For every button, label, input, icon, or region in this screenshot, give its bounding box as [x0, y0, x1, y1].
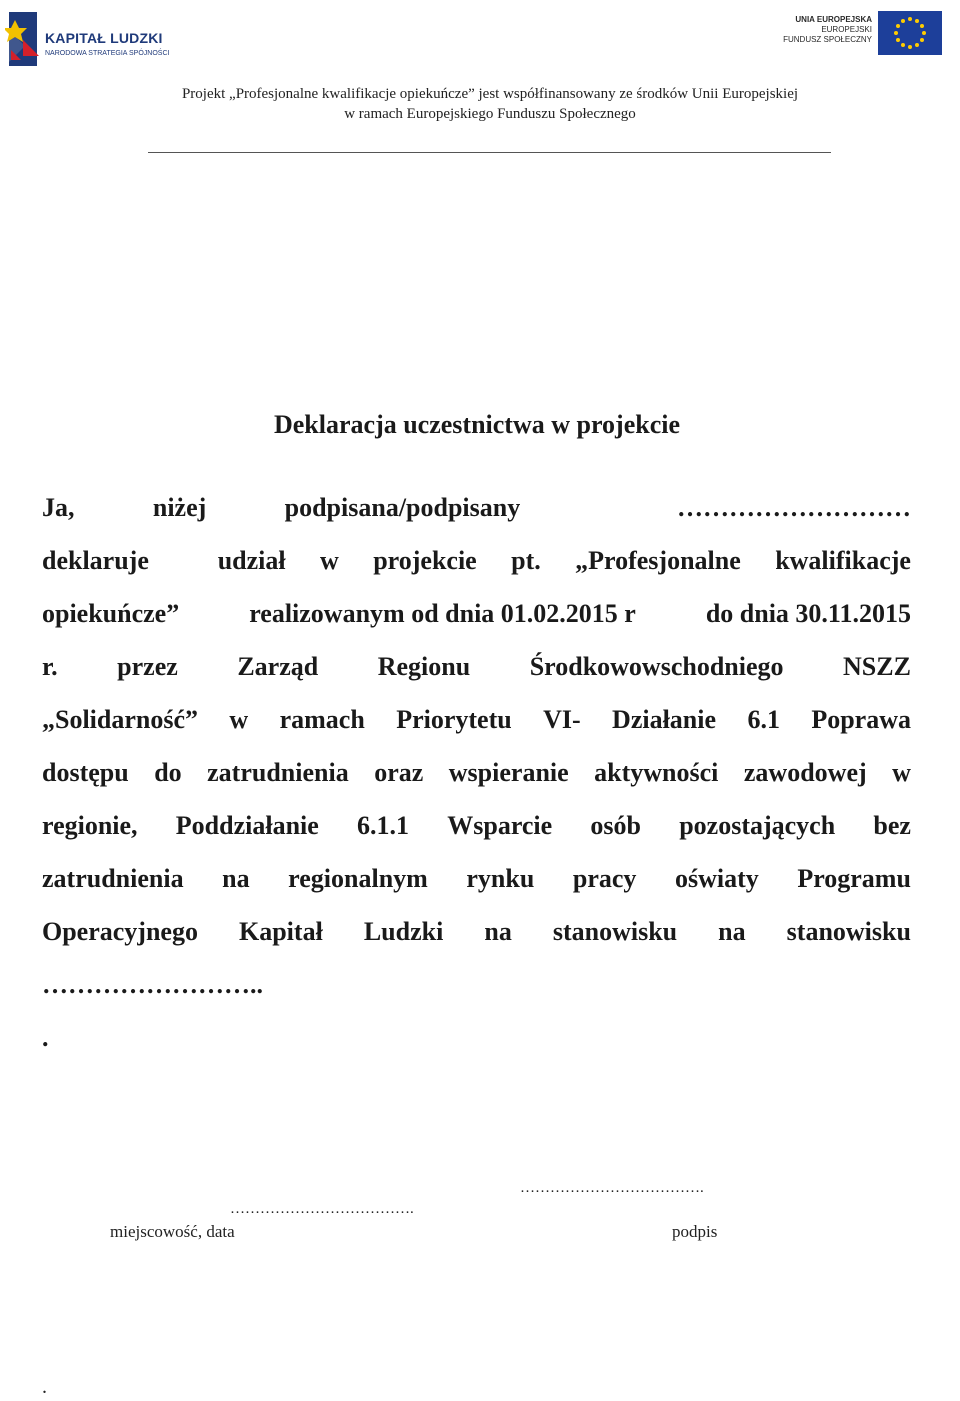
- body-word: na: [718, 917, 746, 946]
- project-header-line2: w ramach Europejskiego Funduszu Społecznego: [344, 106, 636, 122]
- project-header-line1: Projekt „Profesjonalne kwalifikacje opiekuńcze” jest współfinansowany ze środków Unii Europejskiej: [181, 86, 799, 102]
- body-word: udział: [217, 546, 286, 575]
- body-line-6: [42, 756, 911, 790]
- body-word: projekcie: [373, 546, 477, 575]
- body-word: zatrudnienia: [42, 864, 184, 893]
- body-line-3: [42, 597, 911, 631]
- kapital-ludzki-emblem-icon: [5, 10, 41, 68]
- body-word: Poddziałanie: [175, 811, 319, 840]
- body-line-1: [42, 491, 911, 525]
- body-word: ramach: [279, 705, 365, 734]
- body-word: stanowisku: [552, 917, 678, 946]
- body-word: zawodowej: [743, 758, 867, 787]
- signature-label: podpis: [672, 1222, 718, 1241]
- body-word: na: [222, 864, 250, 893]
- body-word: przez: [117, 652, 178, 681]
- body-word: wspieranie: [448, 758, 569, 787]
- body-word: pracy: [572, 864, 637, 893]
- body-line-5: [42, 703, 911, 737]
- body-word: dostępu: [42, 758, 129, 787]
- footer-dot: .: [42, 1376, 47, 1398]
- eu-flag-icon: [878, 11, 942, 55]
- header-divider: [148, 152, 831, 153]
- place-date-label: miejscowość, data: [110, 1222, 235, 1241]
- body-word: aktywności: [594, 758, 719, 787]
- body-word: na: [484, 917, 512, 946]
- body-word: do: [154, 758, 182, 787]
- kapital-ludzki-title: KAPITAŁ LUDZKI: [45, 30, 163, 46]
- body-word: w: [892, 758, 911, 787]
- body-word: Działanie: [612, 705, 717, 734]
- body-word: w: [229, 705, 249, 734]
- body-word: oświaty: [674, 864, 759, 893]
- body-word: realizowanym od dnia 01.02.2015 r: [249, 599, 636, 628]
- body-word: regionalnym: [288, 864, 428, 893]
- body-word: Poprawa: [811, 705, 911, 734]
- body-word: Ludzki: [363, 917, 444, 946]
- body-line-2: [42, 544, 911, 578]
- body-word: Operacyjnego: [42, 917, 198, 946]
- body-word: niżej: [152, 493, 207, 522]
- signature-dots: ……………………………….: [520, 1180, 704, 1196]
- body-word: r.: [42, 652, 58, 681]
- body-word: bez: [873, 811, 911, 840]
- body-line-4: [42, 650, 911, 684]
- body-word: oraz: [374, 758, 424, 787]
- eu-logo: [780, 10, 945, 58]
- body-word: Priorytetu: [396, 705, 512, 734]
- place-date-dots: ……………………………….: [230, 1201, 414, 1217]
- body-word: do dnia 30.11.2015: [705, 599, 911, 628]
- project-header: [140, 84, 840, 124]
- body-line-7: [42, 809, 911, 843]
- body-word: stanowisku: [786, 917, 911, 946]
- body-word: Kapitał: [239, 917, 323, 946]
- body-word: „Solidarność”: [42, 705, 199, 734]
- body-word: w: [320, 546, 339, 575]
- document-title: Deklaracja uczestnictwa w projekcie: [273, 410, 681, 439]
- kapital-ludzki-subtitle: NARODOWA STRATEGIA SPÓJNOŚCI: [45, 50, 170, 57]
- kapital-ludzki-logo: [5, 10, 170, 68]
- eu-logo-line1: UNIA EUROPEJSKA: [795, 15, 872, 24]
- body-word: rynku: [466, 864, 535, 893]
- body-line-9: [42, 915, 911, 949]
- body-word: NSZZ: [843, 652, 911, 681]
- body-word: 6.1.1: [357, 811, 410, 840]
- eu-logo-text: [780, 15, 872, 45]
- body-word: podpisana/podpisany: [284, 493, 521, 522]
- body-word: opiekuńcze”: [42, 599, 180, 628]
- body-word: VI-: [543, 705, 581, 734]
- eu-logo-line3: FUNDUSZ SPOŁECZNY: [783, 35, 872, 44]
- body-word: regionie,: [42, 811, 138, 840]
- body-word: osób: [590, 811, 641, 840]
- body-dots-line: ……………………..: [42, 970, 263, 999]
- body-word: pt.: [511, 546, 541, 575]
- body-word: „Profesjonalne: [575, 546, 741, 575]
- body-word: zatrudnienia: [207, 758, 349, 787]
- body-period-line: .: [42, 1023, 49, 1052]
- body-word: deklaruje: [42, 546, 149, 575]
- body-word: Zarząd: [237, 652, 319, 681]
- body-word: kwalifikacje: [775, 546, 911, 575]
- body-word: Programu: [797, 864, 911, 893]
- body-word: ………………………: [676, 493, 911, 522]
- body-word: pozostających: [679, 811, 836, 840]
- body-word: Regionu: [377, 652, 471, 681]
- body-word: 6.1: [747, 705, 780, 734]
- body-word: Ja,: [42, 493, 75, 522]
- eu-logo-line2: EUROPEJSKI: [821, 25, 872, 34]
- body-word: Wsparcie: [447, 811, 553, 840]
- body-line-8: [42, 862, 911, 896]
- body-word: Środkowowschodniego: [529, 652, 784, 681]
